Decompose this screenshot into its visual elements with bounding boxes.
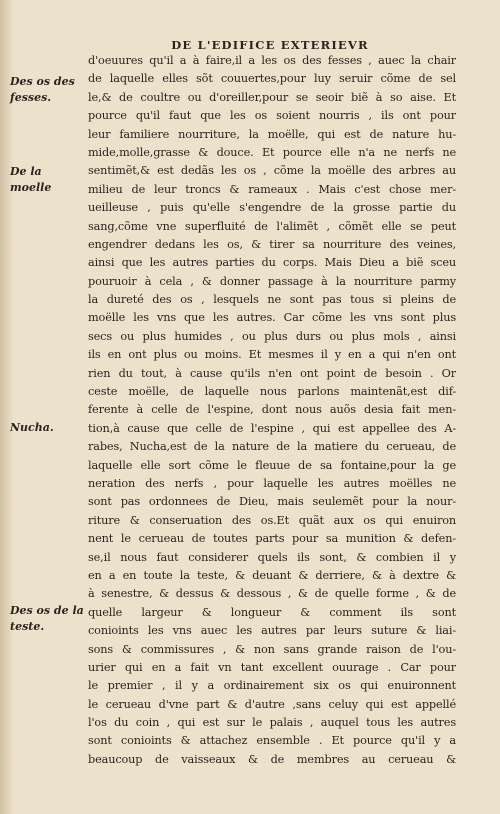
text-line: sont pas ordonnees de Dieu, mais seulemẽt pour la nour-: [88, 495, 456, 509]
margin-note-moelle: De la moelle: [10, 165, 52, 194]
text-line: nent le cerueau de toutes parts pour sa munition & defen-: [88, 532, 456, 546]
text-line: ferente à celle de l'espine, dont nous auõs desia fait men-: [88, 403, 456, 417]
text-line: conioints les vns auec les autres par leurs suture & liai-: [88, 624, 456, 638]
text-line: ils en ont plus ou moins. Et mesmes il y en a qui n'en ont: [88, 348, 456, 362]
text-line: riture & conseruation des os.Et quãt aux os qui enuiron: [88, 513, 456, 527]
text-line: mide,molle,grasse & douce. Et pource elle n'a ne nerfs ne: [88, 145, 456, 159]
text-line: tion,à cause que celle de l'espine , qui est appellee des A-: [88, 421, 456, 435]
text-line: engendrer dedans les os, & tirer sa nourriture des veines,: [88, 237, 456, 251]
text-line: moëlle les vns que les autres. Car cõme les vns sont plus: [88, 311, 456, 325]
text-line: ueilleuse , puis qu'elle s'engendre de la grosse partie du: [88, 201, 456, 215]
text-line: se,il nous faut considerer quels ils sont, & combien il y: [88, 550, 456, 564]
margin-note-fesses: Des os des fesses.: [10, 75, 75, 104]
text-line: neration des nerfs , pour laquelle les autres moëlles ne: [88, 476, 456, 490]
text-line: le,& de coultre ou d'oreiller,pour se seoir biẽ à so aise. Et: [88, 90, 456, 104]
text-line: laquelle elle sort cõme le fleuue de sa fontaine,pour la ge: [88, 458, 456, 472]
text-line: à senestre, & dessus & dessous , & de quelle forme , & de: [88, 587, 456, 601]
body-text: [88, 52, 456, 769]
text-line: rien du tout, à cause qu'ils n'en ont point de besoin . Or: [88, 366, 456, 380]
margin-note-teste: Des os de la teste.: [10, 604, 84, 633]
text-line: quelle largeur & longueur & comment ils sont: [88, 605, 456, 619]
text-line: pouruoir à cela , & donner passage à la nourriture parmy: [88, 274, 456, 288]
text-line: sont conioints & attachez ensemble . Et pource qu'il y a: [88, 734, 456, 748]
margin-note-nucha: Nucha.: [10, 421, 54, 434]
text-line: sentimẽt,& est dedãs les os , cõme la moëlle des arbres au: [88, 164, 456, 178]
text-line: ainsi que les autres parties du corps. Mais Dieu a biẽ sceu: [88, 256, 456, 270]
text-line: en a en toute la teste, & deuant & derriere, & à dextre &: [88, 568, 456, 582]
text-line: pource qu'il faut que les os soient nourris , ils ont pour: [88, 109, 456, 123]
text-line: le premier , il y a ordinairement six os qui enuironnent: [88, 679, 456, 693]
text-line: beaucoup de vaisseaux & de membres au cerueau &: [88, 752, 456, 766]
page-spine-shadow: [0, 0, 14, 814]
text-line: ceste moëlle, de laquelle nous parlons maintenãt,est dif-: [88, 385, 456, 399]
text-line: sang,cõme vne superfluité de l'alimẽt , cõmẽt elle se peut: [88, 219, 456, 233]
text-line: l'os du coin , qui est sur le palais , auquel tous les autres: [88, 716, 456, 730]
text-line: secs ou plus humides , ou plus durs ou plus mols , ainsi: [88, 329, 456, 343]
text-line: d'oeuures qu'il a à faire,il a les os des fesses , auec la chair: [88, 54, 456, 67]
text-line: urier qui en a fait vn tant excellent ouurage . Car pour: [88, 660, 456, 674]
text-line: rabes, Nucha,est de la nature de la matiere du cerueau, de: [88, 440, 456, 454]
running-head: DE L'EDIFICE EXTERIEVR: [171, 38, 369, 52]
text-line: milieu de leur troncs & rameaux . Mais c'est chose mer-: [88, 182, 456, 196]
text-line: de laquelle elles sõt couuertes,pour luy seruir cõme de sel: [88, 72, 456, 86]
text-line: le cerueau d'vne part & d'autre ,sans celuy qui est appellé: [88, 697, 456, 711]
text-line: sons & commissures , & non sans grande raison de l'ou-: [88, 642, 456, 656]
text-line: leur familiere nourriture, la moëlle, qui est de nature hu-: [88, 127, 456, 141]
text-line: la dureté des os , lesquels ne sont pas tous si pleins de: [88, 293, 456, 307]
